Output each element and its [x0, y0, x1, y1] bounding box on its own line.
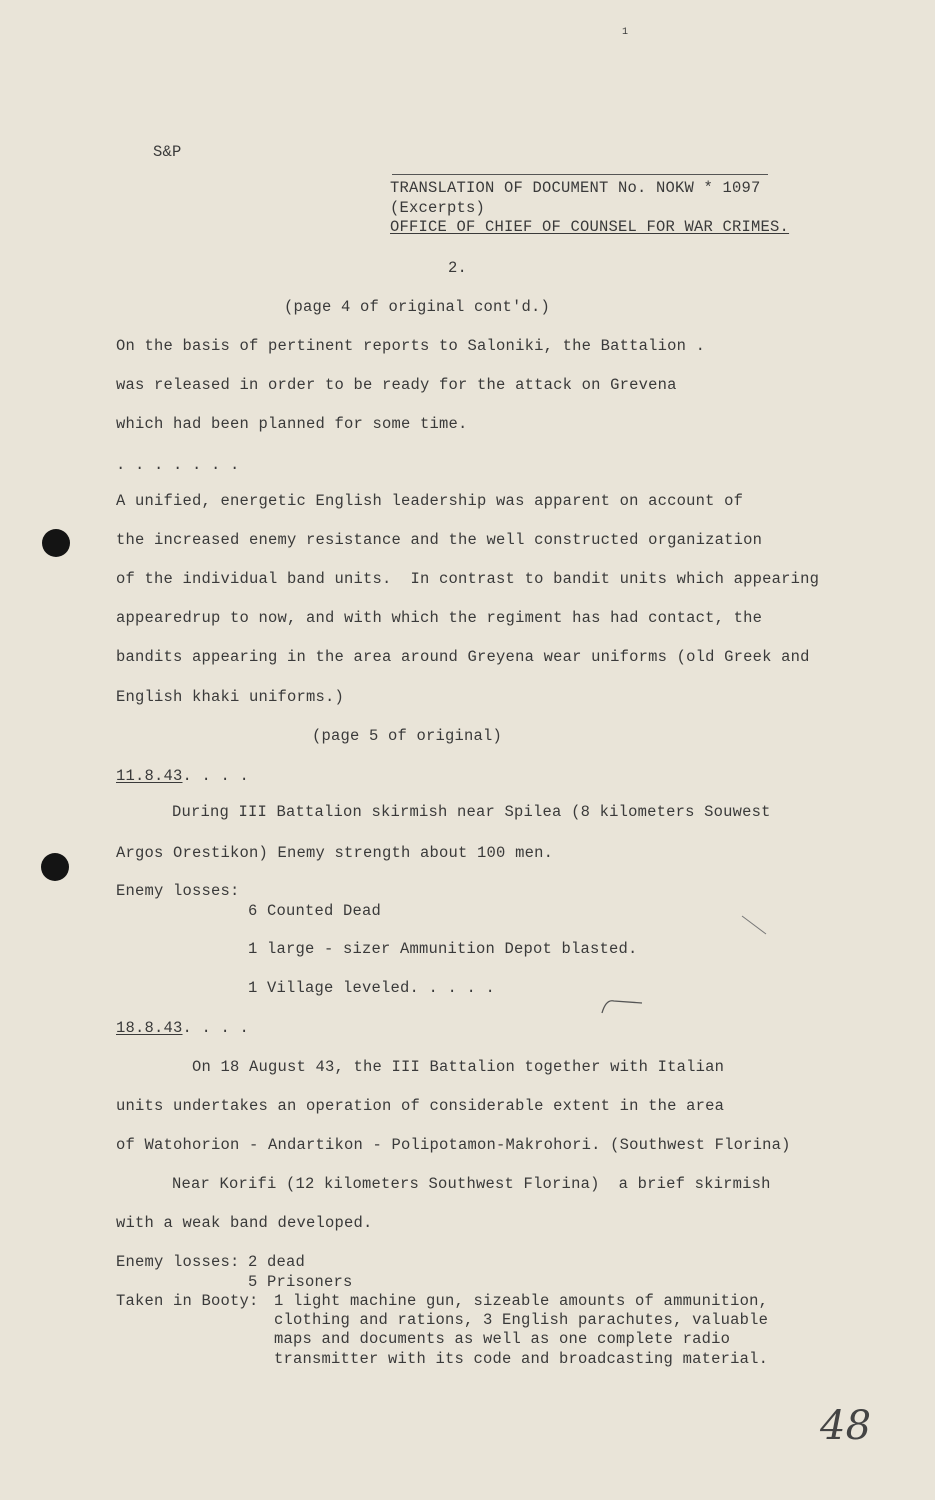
ellipsis: . . . . . . . — [116, 456, 240, 474]
section3-booty-line: maps and documents as well as one complete radio — [274, 1330, 731, 1348]
punch-hole-bottom — [41, 853, 69, 881]
section2-date-suffix: . . . . — [182, 767, 250, 785]
section3-para1-line: units undertakes an operation of considerable extent in the area — [116, 1097, 725, 1115]
section3-booty-line: 1 light machine gun, sizeable amounts of ammunition, — [274, 1292, 769, 1310]
section3-date-suffix: . . . . — [182, 1019, 250, 1037]
section2-loss-item: 1 large - sizer Ammunition Depot blasted. — [248, 940, 638, 958]
section1-heading: (page 4 of original cont'd.) — [284, 298, 551, 316]
header-rule — [392, 174, 768, 175]
section3-booty-label: Taken in Booty: — [116, 1292, 259, 1310]
section1-para1-line: was released in order to be ready for the attack on Grevena — [116, 376, 677, 394]
pen-stroke-mark — [598, 993, 646, 1017]
section3-loss-item: 2 dead — [248, 1253, 306, 1271]
section2-heading: (page 5 of original) — [312, 727, 503, 745]
section3-date-line — [116, 1019, 249, 1037]
section3-date: 18.8.43 — [116, 1019, 183, 1037]
section2-loss-item: 1 Village leveled. . . . . — [248, 979, 496, 997]
initials: S&P — [153, 143, 182, 161]
page-number: 2. — [448, 259, 468, 277]
section3-booty-line: clothing and rations, 3 English parachutes, valuable — [274, 1311, 769, 1329]
section2-line: During III Battalion skirmish near Spilea (8 kilometers Souwest — [172, 803, 771, 821]
section3-para2-line: Near Korifi (12 kilometers Southwest Florina) a brief skirmish — [172, 1175, 771, 1193]
page-mark: 1 — [622, 27, 629, 38]
section3-booty-line: transmitter with its code and broadcasting material. — [274, 1350, 769, 1368]
section1-para2-line: bandits appearing in the area around Greyena wear uniforms (old Greek and — [116, 648, 810, 666]
section2-date-line — [116, 767, 249, 785]
handwritten-page-number: 48 — [820, 1403, 872, 1449]
section3-loss-item: 5 Prisoners — [248, 1273, 353, 1291]
section1-para2-line: A unified, energetic English leadership was apparent on account of — [116, 492, 744, 510]
header-line-2: (Excerpts) — [390, 199, 486, 217]
section3-para1-line: of Watohorion - Andartikon - Polipotamon-Makrohori. (Southwest Florina) — [116, 1136, 791, 1154]
section3-losses-label: Enemy losses: — [116, 1253, 240, 1271]
section1-para1-line: which had been planned for some time. — [116, 415, 468, 433]
section1-para2-line: appearedrup to now, and with which the regiment has had contact, the — [116, 609, 763, 627]
header-line-3: OFFICE OF CHIEF OF COUNSEL FOR WAR CRIMES. — [390, 218, 790, 236]
punch-hole-top — [42, 529, 70, 557]
section3-para2-line: with a weak band developed. — [116, 1214, 373, 1232]
section3-para1-line: On 18 August 43, the III Battalion together with Italian — [192, 1058, 725, 1076]
section1-para2-line: of the individual band units. In contrast to bandit units which appearing — [116, 570, 820, 588]
section2-losses-label: Enemy losses: — [116, 882, 240, 900]
section1-para2-line: the increased enemy resistance and the well constructed organization — [116, 531, 763, 549]
section1-para1-line: On the basis of pertinent reports to Saloniki, the Battalion . — [116, 337, 706, 355]
header-line-1: TRANSLATION OF DOCUMENT No. NOKW * 1097 — [390, 179, 761, 197]
pen-stroke-mark — [740, 912, 770, 938]
section2-date: 11.8.43 — [116, 767, 183, 785]
section2-line: Argos Orestikon) Enemy strength about 100 men. — [116, 844, 554, 862]
section1-para2-line: English khaki uniforms.) — [116, 688, 345, 706]
section2-loss-item: 6 Counted Dead — [248, 902, 382, 920]
